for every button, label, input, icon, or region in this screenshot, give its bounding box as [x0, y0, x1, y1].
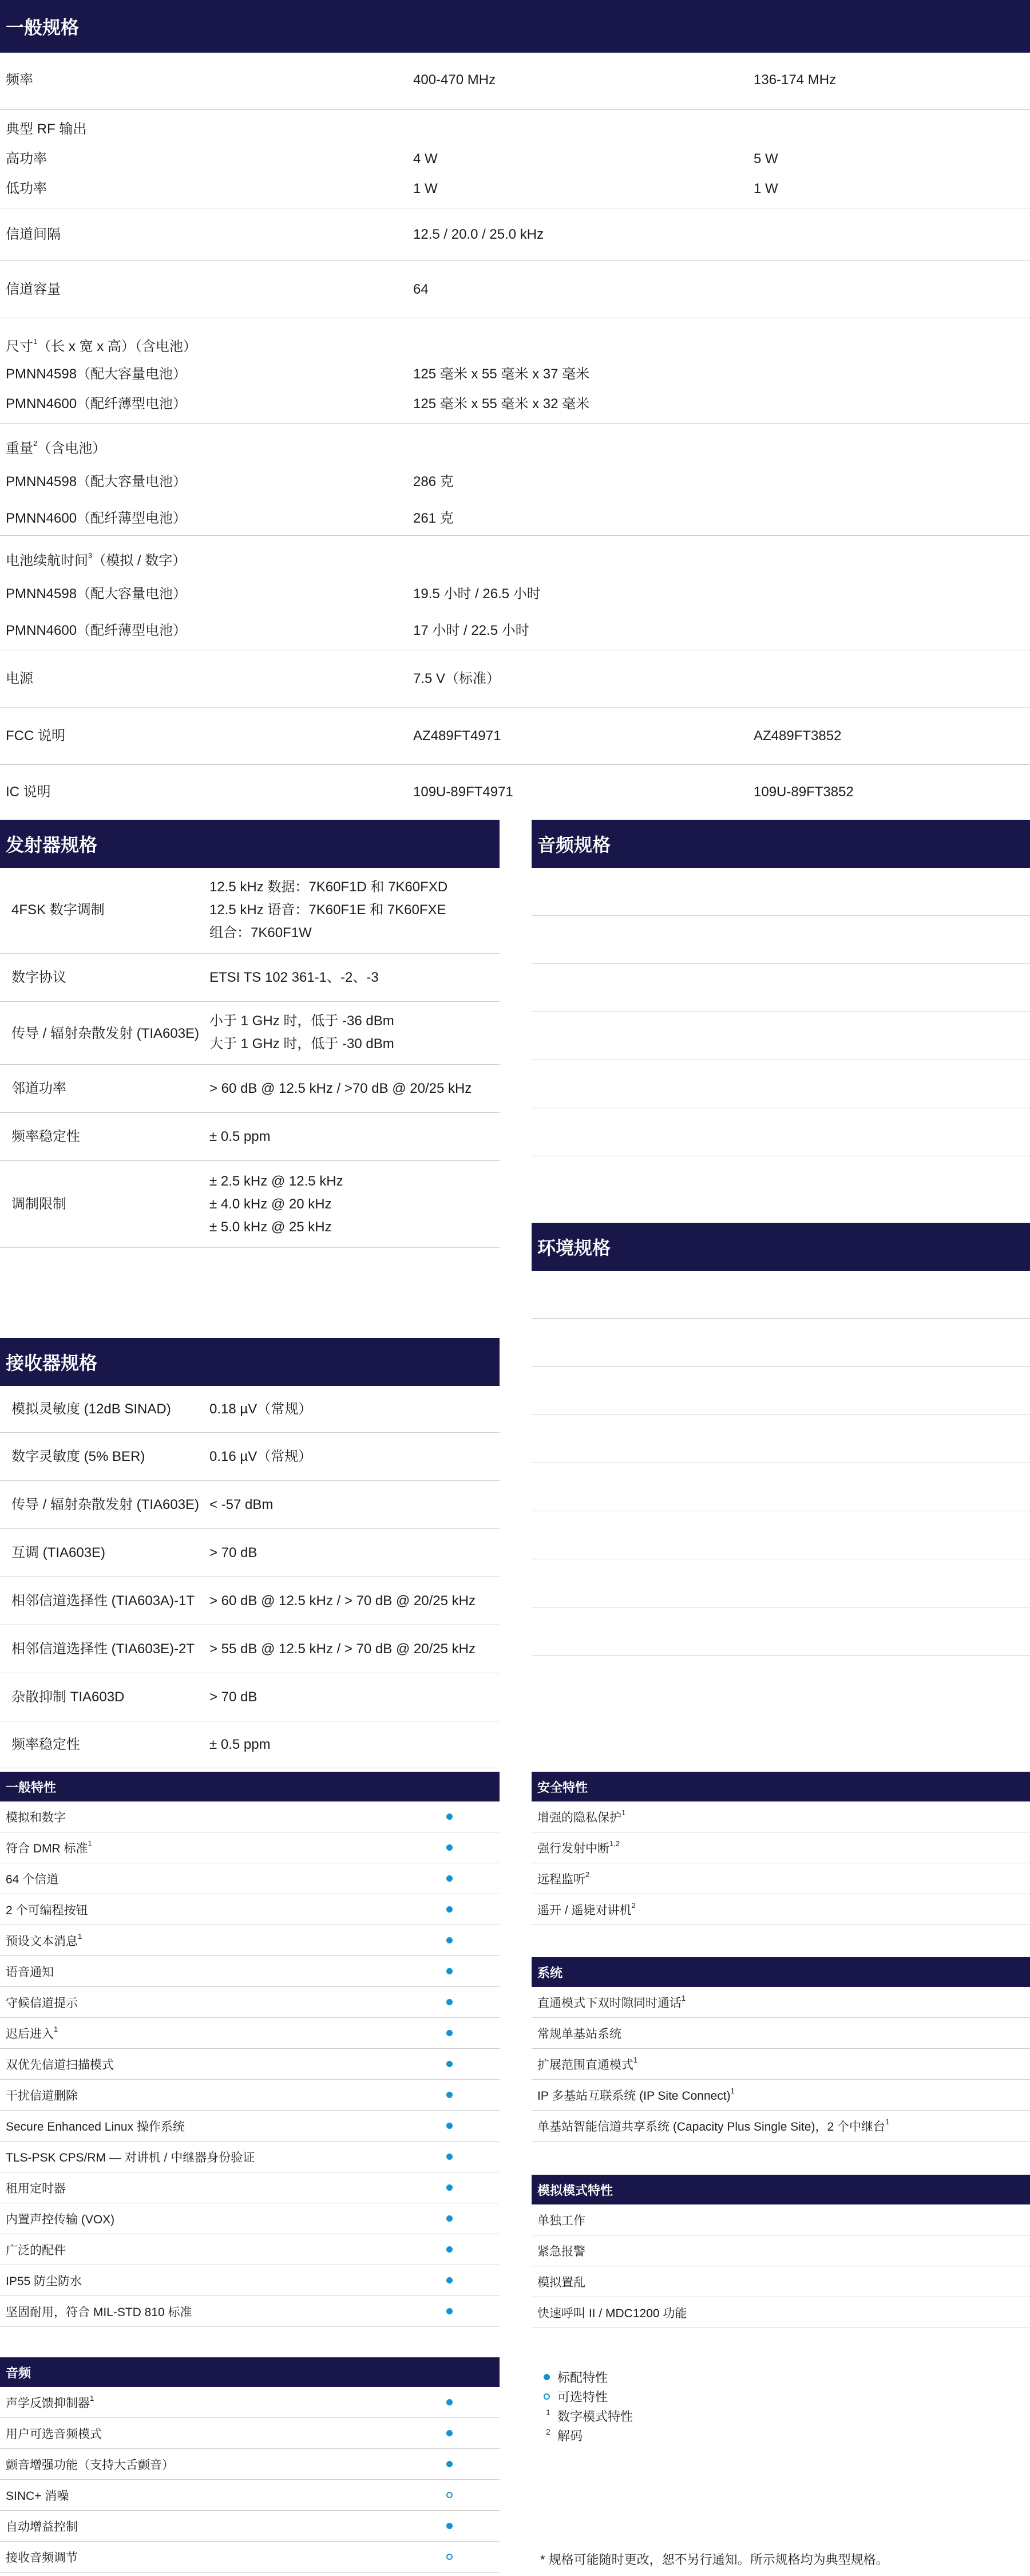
feature-label-text: 自动增益控制 [6, 2520, 78, 2534]
feature-label-text: 远程监听 [537, 1872, 585, 1886]
spec-label: 电源 [6, 671, 33, 686]
feature-row [0, 1801, 500, 1832]
spec-row [532, 868, 1030, 916]
feature-label-text: 预设文本消息 [6, 1934, 78, 1948]
spec-value: > 55 dB @ 12.5 kHz / > 70 dB @ 20/25 kHz [209, 1641, 476, 1657]
spec-label: 高功率 [6, 151, 47, 167]
feature-label-text: 守候信道提示 [6, 1996, 78, 2010]
feature-row [532, 2080, 1030, 2111]
spec-value: ± 0.5 ppm [209, 1737, 271, 1752]
feature-label [6, 2303, 192, 2320]
feature-row [0, 1863, 500, 1894]
spec-row-power [0, 650, 1030, 708]
feature-label [537, 1839, 620, 1856]
feature-row [0, 2234, 500, 2265]
footnote-mark: 1 [90, 2393, 94, 2403]
spec-row [0, 1529, 500, 1577]
footnote-mark: 1 [54, 2024, 58, 2033]
system-features-header: 系统 [532, 1957, 1030, 1987]
feature-label [6, 2456, 174, 2473]
feature-row [0, 1987, 500, 2018]
spec-label-text: 杂散抑制 TIA603D [11, 1689, 125, 1705]
standard-dot-icon [446, 2461, 453, 2467]
feature-label-text: SINC+ 消噪 [6, 2489, 69, 2503]
feature-label [6, 2179, 66, 2196]
spec-value: > 70 dB [209, 1545, 258, 1560]
feature-label-text: 符合 DMR 标准 [6, 1842, 88, 1855]
spec-row [532, 964, 1030, 1012]
spec-label: PMNN4600（配纤薄型电池） [6, 511, 187, 526]
feature-row [0, 2418, 500, 2449]
feature-row [532, 2049, 1030, 2080]
spec-row [0, 1625, 500, 1673]
feature-label-text: 常规单基站系统 [537, 2027, 621, 2041]
spec-row [532, 1060, 1030, 1108]
feature-label-text: 声学反馈抑制器 [6, 2396, 90, 2410]
feature-row [532, 2297, 1030, 2328]
feature-row [0, 2449, 500, 2480]
feature-row [0, 2542, 500, 2573]
feature-label [6, 2272, 82, 2289]
feature-row [0, 2080, 500, 2111]
feature-row [532, 1894, 1030, 1925]
feature-label-text: 迟后进入 [6, 2027, 54, 2041]
feature-row [0, 2142, 500, 2172]
standard-dot-icon [446, 1937, 453, 1943]
spec-label [11, 1638, 195, 1661]
feature-label [6, 1839, 92, 1856]
spec-row [0, 1673, 500, 1721]
general-features-header: 一般特性 [0, 1772, 500, 1801]
feature-label [537, 1808, 625, 1826]
feature-label-text: 扩展范围直通模式 [537, 2058, 633, 2072]
spec-label [11, 1542, 105, 1564]
spec-row [0, 1433, 500, 1481]
standard-dot-icon [446, 2154, 453, 2160]
feature-label [6, 2241, 66, 2258]
feature-label [6, 2148, 255, 2166]
feature-label [6, 2518, 78, 2535]
feature-row [532, 2235, 1030, 2266]
feature-row [0, 1832, 500, 1863]
feature-label-text: 模拟和数字 [6, 1811, 66, 1824]
spec-value: 109U-89FT3852 [754, 784, 854, 800]
receiver-specs-header: 接收器规格 [0, 1338, 500, 1386]
footnote-mark: 1 [621, 1808, 626, 1817]
transmitter-specs-header: 发射器规格 [0, 820, 500, 868]
feature-row [0, 2296, 500, 2327]
feature-label-text: 接收音频调节 [6, 2551, 78, 2565]
standard-dot-icon [544, 2374, 550, 2380]
tx-row: 数字协议 ETSI TS 102 361-1、-2、-3 [0, 954, 500, 1002]
standard-dot-icon [446, 2430, 453, 2436]
footnote-mark: 1 [885, 2117, 890, 2126]
spec-row-spacing [0, 208, 1030, 261]
spec-value: 1 W [754, 181, 778, 196]
footnote-mark: 1 [78, 1931, 82, 1941]
standard-dot-icon [446, 2123, 453, 2129]
spec-label: 信道间隔 [6, 227, 61, 242]
spec-label [11, 1590, 195, 1613]
feature-label-text: 坚固耐用，符合 MIL-STD 810 标准 [6, 2305, 192, 2319]
spec-label: 低功率 [6, 181, 47, 196]
feature-label [6, 2425, 102, 2442]
footnote: * 规格可能随时更改，恕不另行通知。所示规格均为典型规格。 [540, 2553, 889, 2567]
feature-row [532, 2266, 1030, 2297]
spec-label: 典型 RF 输出 [6, 121, 87, 137]
feature-label [537, 1994, 686, 2011]
footnote-mark: 1 [88, 1839, 92, 1848]
spec-row [532, 1271, 1030, 1319]
spec-value: 5 W [754, 151, 778, 167]
feature-label [537, 2025, 621, 2042]
feature-label [537, 1901, 636, 1918]
feature-label-text: 双优先信道扫描模式 [6, 2058, 114, 2072]
feature-label [6, 2487, 69, 2504]
spec-value: 7.5 V（标准） [413, 671, 501, 686]
spec-label-text: 频率稳定性 [11, 1737, 80, 1752]
feature-label-text: 紧急报警 [537, 2245, 585, 2258]
feature-label-text: 模拟置乱 [537, 2275, 585, 2289]
feature-label-text: 内置声控传输 (VOX) [6, 2212, 115, 2226]
spec-value: 1 W [413, 181, 438, 196]
spec-label-text: 传导 / 辐射杂散发射 (TIA603E) [11, 1497, 200, 1512]
standard-dot-icon [446, 2030, 453, 2036]
feature-label-text: 用户可选音频模式 [6, 2427, 102, 2441]
spec-value: > 60 dB @ 12.5 kHz / > 70 dB @ 20/25 kHz [209, 1593, 476, 1609]
legend-standard: 标配特性 [540, 2367, 633, 2387]
feature-label-text: 单独工作 [537, 2214, 585, 2227]
spec-label: 电池续航时间$^3$（模拟 / 数字） [6, 551, 187, 568]
standard-dot-icon [446, 1999, 453, 2005]
feature-label [537, 1870, 589, 1887]
feature-label-text: 颤音增强功能（支持大舌颤音） [6, 2458, 174, 2472]
spec-value: 109U-89FT4971 [413, 784, 513, 800]
feature-label [6, 2056, 114, 2073]
feature-label-text: 增强的隐私保护 [537, 1811, 621, 1824]
spec-value: 12.5 / 20.0 / 25.0 kHz [413, 227, 544, 242]
feature-row [0, 2203, 500, 2234]
feature-label-text: 语音通知 [6, 1965, 54, 1979]
spec-label-text: 模拟灵敏度 (12dB SINAD) [11, 1401, 171, 1417]
standard-dot-icon [446, 2277, 453, 2283]
standard-dot-icon [446, 1968, 453, 1974]
spec-value: 64 [413, 282, 429, 297]
feature-row [0, 2265, 500, 2296]
feature-row [532, 2204, 1030, 2235]
tx-row: 邻道功率 > 60 dB @ 12.5 kHz / >70 dB @ 20/25 kHz [0, 1065, 500, 1113]
standard-dot-icon [446, 1875, 453, 1882]
tx-row: 4FSK 数字调制 12.5 kHz 数据：7K60F1D 和 7K60FXD 12.5 kHz 语音：7K60F1E 和 7K60FXE 组合：7K60F1W [0, 868, 500, 954]
standard-dot-icon [446, 1906, 453, 1913]
feature-label [6, 2394, 94, 2411]
feature-row [0, 1956, 500, 1987]
feature-row [532, 1863, 1030, 1894]
optional-dot-icon [446, 2492, 453, 2498]
feature-label [6, 2087, 78, 2104]
spec-row [532, 1415, 1030, 1463]
feature-label-text: TLS-PSK CPS/RM — 对讲机 / 中继器身份验证 [6, 2151, 255, 2164]
feature-label [6, 1932, 82, 1949]
spec-row-battery [0, 536, 1030, 650]
feature-label [537, 2273, 585, 2290]
footnote-mark: 1 [730, 2086, 735, 2095]
feature-row [532, 2018, 1030, 2049]
standard-dot-icon [446, 2308, 453, 2314]
footnote-mark: 1 [633, 2055, 638, 2064]
spec-value: 125 毫米 x 55 毫米 x 37 毫米 [413, 366, 590, 382]
spec-label: PMNN4598（配大容量电池） [6, 366, 187, 382]
optional-dot-icon [446, 2554, 453, 2560]
standard-dot-icon [446, 2092, 453, 2098]
standard-dot-icon [446, 1814, 453, 1820]
feature-label-text: Secure Enhanced Linux 操作系统 [6, 2120, 185, 2134]
feature-row [0, 1894, 500, 1925]
feature-label [6, 2025, 58, 2042]
feature-label-text: 直通模式下双时隙同时通话 [537, 1996, 682, 2010]
spec-row [532, 1367, 1030, 1415]
standard-dot-icon [446, 1844, 453, 1851]
spec-row-rf [0, 110, 1030, 208]
spec-label: PMNN4600（配纤薄型电池） [6, 623, 187, 638]
spec-label: 尺寸$^1$（长 x 宽 x 高）（含电池） [6, 337, 197, 354]
footnote-mark: 1 [682, 1993, 686, 2002]
spec-row-dims [0, 318, 1030, 424]
spec-value: 19.5 小时 / 26.5 小时 [413, 586, 541, 602]
feature-label [6, 1994, 78, 2011]
feature-label [537, 2117, 889, 2135]
spec-label [11, 1445, 145, 1468]
feature-label-text: 2 个可编程按钮 [6, 1903, 88, 1917]
feature-row [0, 2511, 500, 2542]
feature-label [6, 1901, 88, 1918]
feature-row [0, 2480, 500, 2511]
feature-row [532, 1832, 1030, 1863]
feature-label [6, 1963, 54, 1980]
feature-label [6, 2549, 78, 2566]
feature-row [532, 1987, 1030, 2018]
spec-row-fcc [0, 708, 1030, 765]
spec-value: AZ489FT4971 [413, 728, 501, 744]
legend-optional: 可选特性 [540, 2387, 633, 2406]
legend-note1: 1 数字模式特性 [546, 2408, 633, 2424]
feature-label [6, 1870, 58, 1887]
feature-label [6, 2210, 114, 2227]
feature-label-text: 快速呼叫 II / MDC1200 功能 [537, 2306, 687, 2320]
spec-row [0, 1577, 500, 1625]
spec-row-capacity [0, 261, 1030, 318]
legend-note2: 2 解码 [546, 2427, 583, 2443]
standard-dot-icon [446, 2399, 453, 2405]
security-features-header: 安全特性 [532, 1772, 1030, 1801]
standard-dot-icon [446, 2061, 453, 2067]
spec-label: 频率 [6, 72, 33, 88]
spec-row [532, 1559, 1030, 1607]
spec-label-text: 相邻信道选择性 (TIA603E)-2T [11, 1641, 195, 1657]
feature-row [0, 2387, 500, 2418]
spec-value: AZ489FT3852 [754, 728, 842, 744]
spec-label [11, 1686, 124, 1709]
environment-specs-header: 环境规格 [532, 1223, 1030, 1271]
footnote-mark: 1,2 [609, 1839, 620, 1848]
feature-label-text: IP55 防尘防水 [6, 2274, 82, 2288]
spec-row [532, 1463, 1030, 1511]
spec-row [532, 1511, 1030, 1559]
spec-label-text: 数字灵敏度 (5% BER) [11, 1449, 145, 1464]
audio-specs-header: 音频规格 [532, 820, 1030, 868]
feature-row [0, 2049, 500, 2080]
spec-label: 信道容量 [6, 282, 61, 297]
spec-label: 重量$^2$（含电池） [6, 439, 106, 456]
spec-value: 136-174 MHz [754, 72, 837, 88]
feature-label [537, 2242, 585, 2259]
feature-label-text: 广泛的配件 [6, 2243, 66, 2257]
feature-label [6, 2117, 185, 2135]
spec-row [0, 1386, 500, 1433]
spec-label: PMNN4598（配大容量电池） [6, 474, 187, 489]
feature-row [532, 2111, 1030, 2142]
tx-row: 传导 / 辐射杂散发射 (TIA603E) 小于 1 GHz 时，低于 -36 dBm 大于 1 GHz 时，低于 -30 dBm [0, 1002, 500, 1065]
spec-row-ic [0, 765, 1030, 820]
spec-label: PMNN4598（配大容量电池） [6, 586, 187, 602]
feature-label [537, 2087, 735, 2104]
analog-features-header: 模拟模式特性 [532, 2175, 1030, 2204]
spec-label: PMNN4600（配纤薄型电池） [6, 396, 187, 412]
standard-dot-icon [446, 2246, 453, 2253]
footnote-mark: 2 [585, 1870, 590, 1879]
spec-label [11, 1733, 80, 1756]
feature-label-text: 64 个信道 [6, 1872, 59, 1886]
legend [540, 2367, 633, 2445]
feature-label [537, 2304, 687, 2321]
feature-label-text: 遥开 / 遥毙对讲机 [537, 1903, 632, 1917]
standard-dot-icon [446, 2184, 453, 2191]
spec-value: 261 克 [413, 511, 454, 526]
spec-value: > 70 dB [209, 1689, 258, 1705]
feature-label-text: IP 多基站互联系统 (IP Site Connect) [537, 2089, 731, 2103]
general-specs-header: 一般规格 [0, 0, 1030, 53]
optional-dot-icon [544, 2393, 550, 2400]
spec-value: 286 克 [413, 474, 454, 489]
spec-row [532, 1607, 1030, 1656]
spec-row-freq [0, 53, 1030, 110]
spec-value: 0.18 µV（常规） [209, 1401, 312, 1417]
standard-dot-icon [446, 2215, 453, 2222]
feature-label-text: 干扰信道删除 [6, 2089, 78, 2103]
tx-row: 调制限制 ± 2.5 kHz @ 12.5 kHz ± 4.0 kHz @ 20 kHz ± 5.0 kHz @ 25 kHz [0, 1161, 500, 1248]
tx-row: 频率稳定性 ± 0.5 ppm [0, 1113, 500, 1161]
feature-row [0, 2172, 500, 2203]
feature-label [537, 2211, 585, 2229]
feature-label-text: 单基站智能信道共享系统 (Capacity Plus Single Site)，2 个中继台 [537, 2120, 885, 2134]
spec-label: IC 说明 [6, 784, 51, 800]
spec-label-text: 互调 (TIA603E) [11, 1545, 106, 1560]
spec-row [532, 1319, 1030, 1367]
feature-row [0, 2111, 500, 2142]
spec-value: 400-470 MHz [413, 72, 496, 88]
spec-row [0, 1481, 500, 1529]
spec-row [532, 916, 1030, 964]
feature-label [6, 1808, 66, 1826]
spec-value: 125 毫米 x 55 毫米 x 32 毫米 [413, 396, 590, 412]
feature-label-text: 强行发射中断 [537, 1842, 609, 1855]
spec-label: FCC 说明 [6, 728, 65, 744]
spec-label [11, 1398, 171, 1421]
spec-row [532, 1108, 1030, 1156]
feature-label [537, 2056, 637, 2073]
feature-row [0, 2018, 500, 2049]
audio-features-header: 音频 [0, 2357, 500, 2387]
feature-row [0, 1925, 500, 1956]
spec-row-weight [0, 424, 1030, 536]
footnote-mark: 2 [631, 1901, 636, 1910]
spec-value: 4 W [413, 151, 438, 167]
spec-row [532, 1012, 1030, 1060]
feature-row [532, 1801, 1030, 1832]
spec-row [0, 1721, 500, 1768]
standard-dot-icon [446, 2523, 453, 2529]
feature-label-text: 租用定时器 [6, 2182, 66, 2195]
spec-label-text: 相邻信道选择性 (TIA603A)-1T [11, 1593, 195, 1609]
spec-value: 0.16 µV（常规） [209, 1449, 312, 1464]
spec-label [11, 1494, 199, 1516]
spec-value: < -57 dBm [209, 1497, 274, 1512]
spec-value: 17 小时 / 22.5 小时 [413, 623, 529, 638]
